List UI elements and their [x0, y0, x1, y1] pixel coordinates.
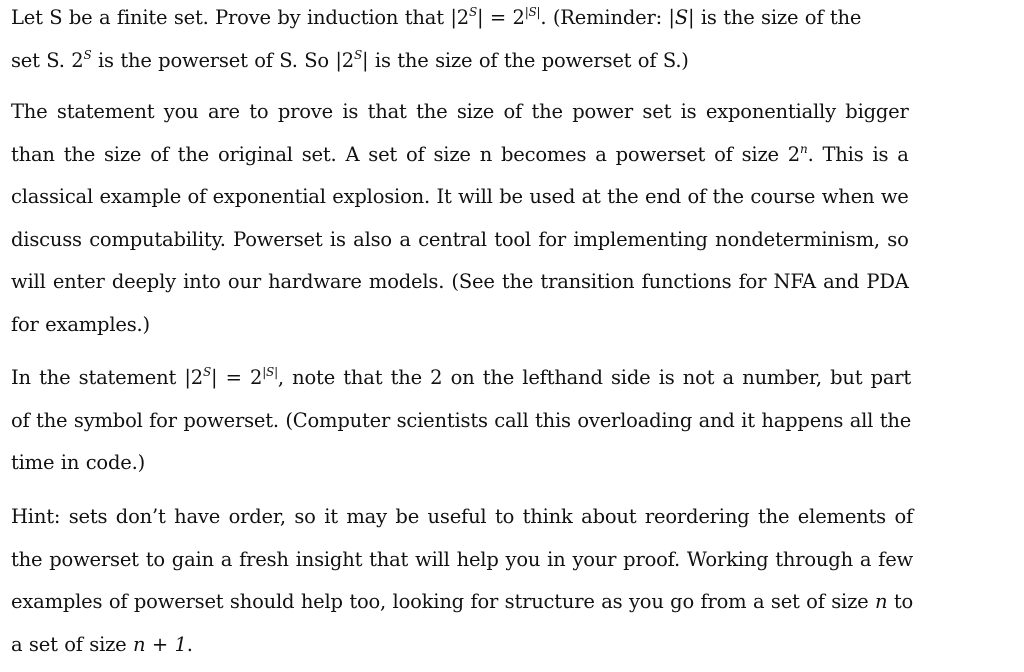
superscript: n	[800, 141, 808, 156]
superscript: S	[83, 47, 92, 62]
text-run: , note that the 2 on the lefthand side is not a number, but part	[277, 366, 912, 389]
text-run: In the statement |2	[11, 366, 203, 389]
text-run: | = 2	[476, 6, 525, 29]
superscript: S	[468, 5, 477, 19]
text-line: the powerset to gain a fresh insight that will help you in your proof. Working through a few	[11, 547, 914, 571]
text-run: a set of size	[11, 632, 134, 656]
text-line	[11, 0, 861, 40]
math-expression: n + 1	[133, 632, 187, 656]
superscript: S	[202, 365, 211, 379]
superscript: |S|	[262, 365, 278, 379]
superscript: S	[354, 47, 363, 62]
text-line	[11, 624, 913, 667]
text-line	[11, 357, 911, 400]
text-run: is the powerset of S. So |2	[91, 48, 355, 72]
notation-note-paragraph	[11, 357, 911, 485]
text-run: examples of powerset should help too, looking for structure as you go from a set of size	[11, 590, 875, 613]
text-run: | is the size of the	[687, 6, 862, 29]
problem-statement-paragraph	[11, 0, 861, 82]
text-line: time in code.)	[11, 451, 145, 474]
math-symbol: n	[874, 590, 888, 613]
explanation-paragraph	[11, 91, 909, 346]
text-line: The statement you are to prove is that the size of the power set is exponentially bigger	[11, 100, 909, 123]
hint-paragraph	[11, 496, 913, 666]
text-run: . This is a	[807, 142, 909, 166]
text-run: than the size of the original set. A set of size n becomes a powerset of size 2	[11, 142, 801, 166]
text-line	[11, 581, 913, 624]
text-line: for examples.)	[11, 312, 150, 336]
text-run: | = 2	[211, 366, 263, 389]
superscript: |S|	[524, 5, 541, 19]
text-line	[11, 40, 861, 83]
text-line: will enter deeply into our hardware models. (See the transition functions for NFA and PDA	[11, 270, 909, 293]
text-run: | is the size of the powerset of S.)	[362, 48, 689, 72]
text-line: Hint: sets don’t have order, so it may be useful to think about reordering the elements of	[11, 505, 914, 528]
math-symbol: S	[674, 6, 688, 29]
text-run: set S. 2	[11, 48, 84, 72]
text-run: Let S be a finite set. Prove by induction that |2	[11, 6, 469, 29]
text-line: discuss computability. Powerset is also a central tool for implementing nondeterminism, so	[11, 227, 909, 251]
text-run: .	[186, 632, 193, 656]
text-line	[11, 134, 909, 177]
text-run: to	[887, 590, 914, 613]
text-line: of the symbol for powerset. (Computer scientists call this overloading and it happens all the	[11, 408, 912, 432]
text-line: classical example of exponential explosion. It will be used at the end of the course when we	[11, 185, 909, 208]
text-run: . (Reminder: |	[540, 6, 675, 29]
